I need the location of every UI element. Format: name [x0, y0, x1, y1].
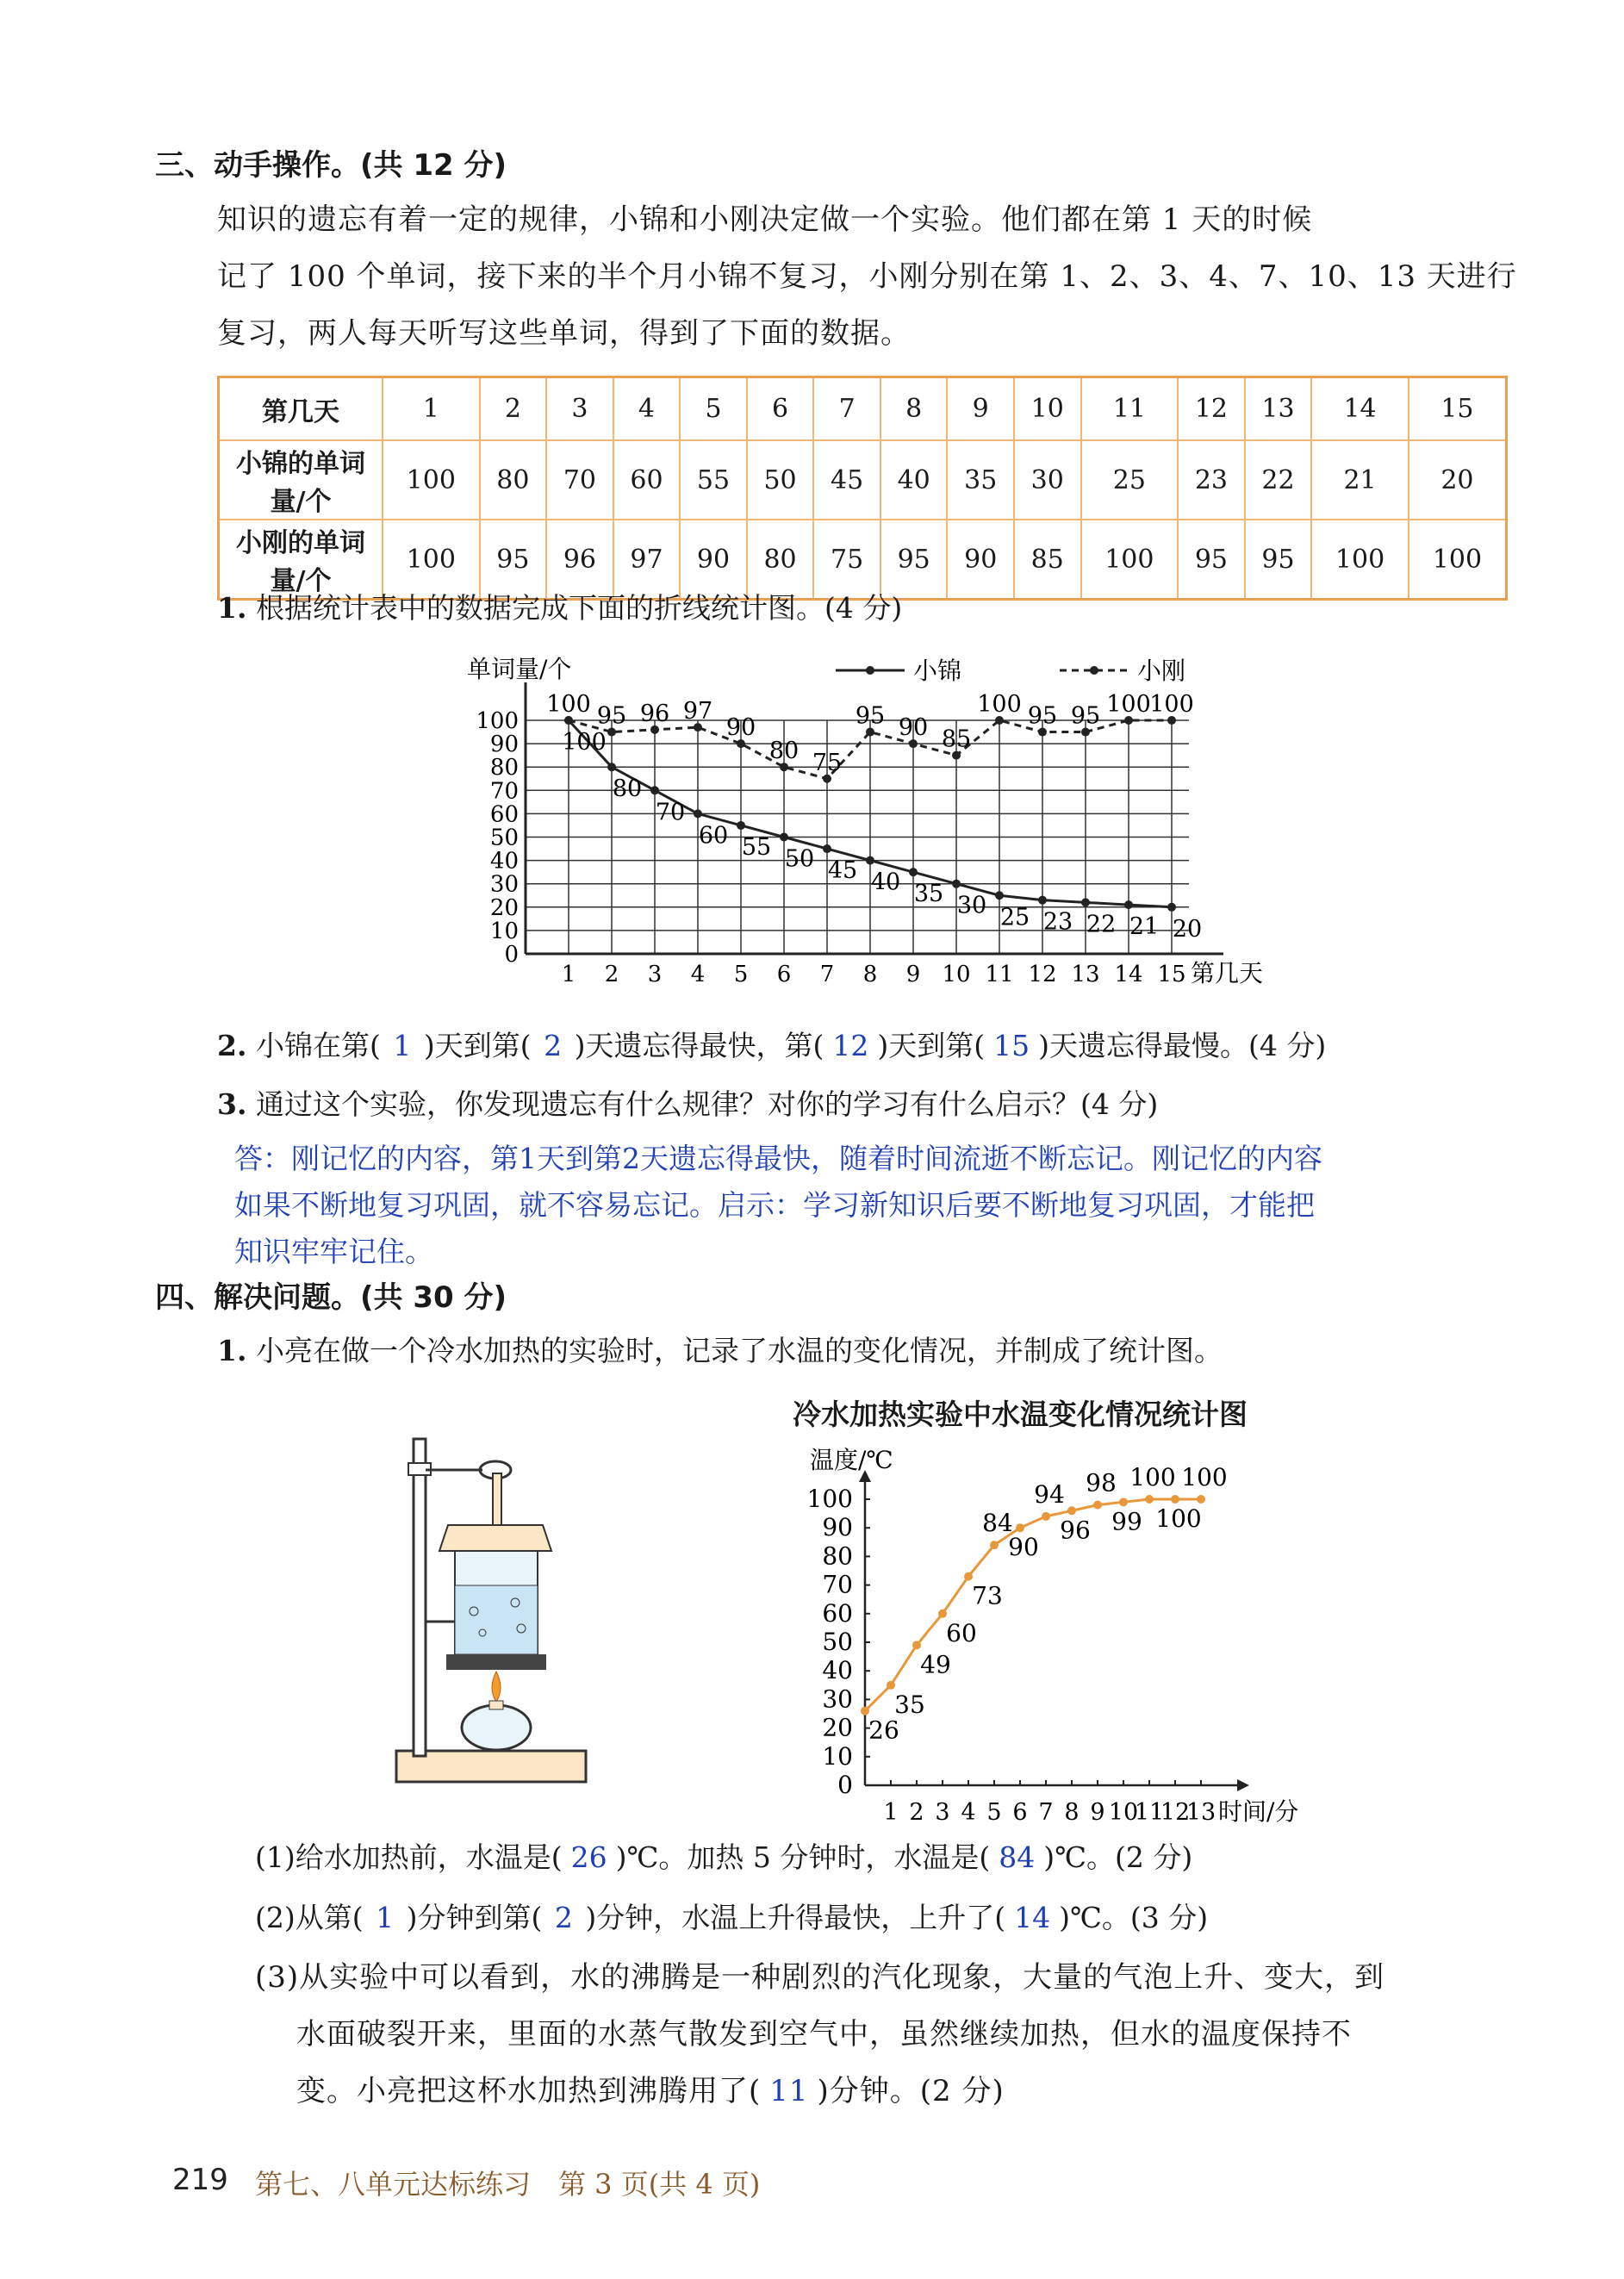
y-tick-label: 60 — [822, 1598, 853, 1628]
x-tick-label: 11 — [985, 962, 1014, 987]
table-cell: 30 — [1014, 440, 1081, 520]
x-tick-label: 7 — [819, 962, 835, 987]
s4-sub-3-line-2: 水面破裂开来，里面的水蒸气散发到空气中，虽然继续加热，但水的温度保持不 — [296, 2017, 1352, 2052]
x-tick-label: 12 — [1028, 962, 1057, 987]
section4-title: 四、解决问题。(共 30 分) — [155, 1280, 507, 1315]
s4-sub-2 — [255, 1901, 1208, 1935]
question-number: 1. — [217, 591, 247, 625]
data-label: 60 — [946, 1618, 977, 1647]
answer-blank[interactable]: 26 — [570, 1840, 607, 1874]
section3-title: 三、动手操作。(共 12 分) — [155, 148, 507, 183]
x-tick-label: 5 — [986, 1799, 1002, 1826]
data-point — [887, 1681, 895, 1690]
legend-label-xiaogang: 小刚 — [1137, 657, 1186, 685]
y-tick-label: 90 — [822, 1513, 853, 1542]
x-tick-label: 13 — [1185, 1799, 1216, 1826]
x-tick-label: 8 — [1064, 1799, 1080, 1826]
question-text: )分钟到第( — [406, 1901, 543, 1934]
data-point — [1145, 1495, 1154, 1504]
table-cell: 7 — [813, 377, 880, 441]
x-tick-label: 14 — [1114, 962, 1143, 987]
data-label: 70 — [655, 799, 686, 826]
data-label: 94 — [1034, 1479, 1065, 1509]
table-cell: 1 — [383, 377, 480, 441]
y-tick-label: 10 — [489, 918, 519, 944]
table-cell: 100 — [1409, 520, 1507, 600]
x-tick-label: 10 — [1108, 1799, 1139, 1826]
data-label: 90 — [898, 714, 929, 742]
data-point — [607, 763, 616, 771]
q3-answer-line-1: 答：刚记忆的内容，第1天到第2天遗忘得最快，随着时间流逝不断忘记。刚记忆的内容 — [234, 1142, 1322, 1175]
answer-blank[interactable]: 1 — [393, 1029, 412, 1062]
data-label: 22 — [1086, 911, 1117, 938]
answer-blank[interactable]: 2 — [554, 1901, 573, 1934]
data-point — [1167, 903, 1176, 912]
x-tick-label: 11 — [1134, 1799, 1165, 1826]
x-tick-label: 7 — [1038, 1799, 1054, 1826]
question-text: )分钟，水温上升得最快，上升了( — [585, 1901, 1006, 1934]
question-text: (1)给水加热前，水温是( — [255, 1840, 563, 1874]
question-number: 1. — [217, 1334, 247, 1367]
question-text: 小亮在做一个冷水加热的实验时，记录了水温的变化情况，并制成了统计图。 — [255, 1334, 1223, 1367]
table-cell: 10 — [1014, 377, 1081, 441]
x-tick-label: 5 — [733, 962, 749, 987]
s4-sub-3-line-1: (3)从实验中可以看到，水的沸腾是一种剧烈的汽化现象，大量的气泡上升、变大，到 — [255, 1960, 1385, 1995]
table-cell: 8 — [880, 377, 948, 441]
data-label: 73 — [972, 1581, 1003, 1610]
data-label: 85 — [941, 725, 972, 753]
y-axis-label: 温度/℃ — [810, 1446, 893, 1474]
y-tick-label: 80 — [489, 755, 519, 781]
chart2-title: 冷水加热实验中水温变化情况统计图 — [793, 1398, 1248, 1431]
data-label: 96 — [639, 700, 670, 727]
data-label: 21 — [1129, 913, 1160, 941]
data-point — [1081, 898, 1090, 906]
data-label: 95 — [855, 702, 886, 730]
x-tick-label: 4 — [690, 962, 706, 987]
data-point — [861, 1707, 869, 1715]
data-label: 100 — [1129, 1463, 1176, 1491]
question-text: 通过这个实验，你发现遗忘有什么规律？对你的学习有什么启示？(4 分) — [255, 1087, 1159, 1121]
x-tick-label: 1 — [561, 962, 576, 987]
data-point — [737, 821, 745, 830]
y-tick-label: 70 — [822, 1570, 853, 1599]
x-tick-label: 4 — [961, 1799, 976, 1826]
table-row-label: 小锦的单词量/个 — [219, 440, 383, 520]
data-label: 25 — [999, 904, 1030, 931]
data-label: 100 — [1106, 691, 1151, 718]
data-label: 30 — [956, 892, 987, 919]
data-point — [823, 844, 831, 853]
series-line-water-temp — [865, 1499, 1201, 1711]
intro-line-3: 复习，两人每天听写这些单词，得到了下面的数据。 — [217, 316, 911, 351]
table-cell: 75 — [813, 520, 880, 600]
answer-blank[interactable]: 1 — [376, 1901, 395, 1934]
table-cell: 15 — [1409, 377, 1507, 441]
question-text: 变。小亮把这杯水加热到沸腾用了( — [296, 2074, 762, 2108]
answer-blank[interactable]: 84 — [999, 1840, 1036, 1874]
table-row-xiaojin — [219, 440, 1507, 520]
question-number: 3. — [217, 1087, 247, 1121]
x-tick-label: 6 — [776, 962, 792, 987]
answer-blank[interactable]: 15 — [993, 1029, 1030, 1062]
legend-label-xiaojin: 小锦 — [913, 657, 962, 685]
data-label: 35 — [894, 1690, 925, 1719]
x-tick-label: 9 — [905, 962, 921, 987]
s3-question-3 — [217, 1087, 1158, 1122]
data-label: 80 — [612, 775, 643, 803]
heating-apparatus-illustration — [379, 1422, 603, 1818]
table-cell: 55 — [680, 440, 747, 520]
data-point — [964, 1572, 973, 1581]
x-axis-label: 第几天 — [1191, 959, 1264, 987]
answer-blank[interactable]: 2 — [544, 1029, 563, 1062]
data-label: 84 — [982, 1509, 1013, 1538]
question-number: 2. — [217, 1029, 247, 1062]
table-cell: 2 — [480, 377, 547, 441]
y-tick-label: 80 — [822, 1541, 853, 1571]
table-cell: 22 — [1245, 440, 1312, 520]
table-cell: 95 — [1178, 520, 1245, 600]
data-point — [990, 1541, 999, 1549]
table-cell: 3 — [546, 377, 613, 441]
table-cell: 80 — [747, 520, 814, 600]
table-cell: 95 — [880, 520, 948, 600]
table-cell: 95 — [480, 520, 547, 600]
y-tick-label: 0 — [837, 1771, 853, 1799]
memory-table — [217, 376, 1508, 601]
memory-line-chart — [457, 648, 1310, 1001]
data-label: 49 — [920, 1650, 951, 1679]
table-cell: 12 — [1178, 377, 1245, 441]
data-label: 90 — [1008, 1533, 1039, 1562]
table-cell: 85 — [1014, 520, 1081, 600]
answer-blank[interactable]: 14 — [1014, 1901, 1051, 1934]
answer-blank[interactable]: 12 — [832, 1029, 869, 1062]
question-text: )天遗忘得最快，第( — [574, 1029, 824, 1062]
question-text: )℃。加热 5 分钟时，水温是( — [615, 1840, 991, 1874]
data-label: 20 — [1172, 915, 1203, 943]
data-point — [1119, 1498, 1128, 1506]
table-cell: 70 — [546, 440, 613, 520]
x-tick-label: 8 — [862, 962, 878, 987]
question-text: 根据统计表中的数据完成下面的折线统计图。(4 分) — [255, 591, 903, 625]
table-cell: 35 — [947, 440, 1014, 520]
intro-line-1: 知识的遗忘有着一定的规律，小锦和小刚决定做一个实验。他们都在第 1 天的时候 — [217, 202, 1313, 237]
table-cell: 5 — [680, 377, 747, 441]
data-label: 75 — [812, 749, 843, 776]
data-label: 97 — [682, 698, 713, 725]
table-cell: 90 — [680, 520, 747, 600]
data-point — [780, 833, 788, 842]
data-label: 35 — [913, 881, 944, 908]
y-tick-label: 90 — [489, 732, 519, 758]
table-cell: 100 — [1311, 520, 1409, 600]
table-cell: 40 — [880, 440, 948, 520]
x-tick-label: 3 — [647, 962, 663, 987]
y-tick-label: 100 — [806, 1485, 853, 1513]
data-label: 100 — [546, 691, 591, 718]
table-cell: 100 — [383, 440, 480, 520]
data-point — [1124, 900, 1133, 909]
y-tick-label: 0 — [504, 942, 519, 968]
s4-sub-3-line-3 — [296, 2063, 1005, 2120]
intro-line-2: 记了 100 个单词，接下来的半个月小锦不复习，小刚分别在第 1、2、3、4、7、10、13 天进行 — [217, 259, 1517, 294]
data-point — [1197, 1495, 1205, 1504]
x-tick-label: 2 — [604, 962, 619, 987]
q3-answer-line-3: 知识牢牢记住。 — [234, 1235, 433, 1268]
data-label: 60 — [698, 822, 729, 850]
data-point — [938, 1610, 947, 1618]
y-tick-label: 20 — [489, 894, 519, 921]
data-label: 40 — [870, 869, 901, 896]
data-label: 95 — [1070, 702, 1101, 730]
table-cell: 6 — [747, 377, 814, 441]
y-tick-label: 40 — [822, 1656, 853, 1685]
question-text: (2)从第( — [255, 1901, 364, 1934]
x-tick-label: 6 — [1012, 1799, 1028, 1826]
data-point — [909, 868, 918, 876]
table-cell: 100 — [383, 520, 480, 600]
s4-question-1 — [217, 1334, 1223, 1368]
data-label: 96 — [1060, 1516, 1091, 1545]
table-row-label: 第几天 — [219, 377, 383, 441]
data-label: 98 — [1086, 1468, 1117, 1498]
legend-marker — [1090, 666, 1098, 675]
water-temp-line-chart — [775, 1432, 1396, 1828]
x-tick-label: 12 — [1160, 1799, 1191, 1826]
data-label: 45 — [827, 857, 858, 885]
table-cell: 11 — [1081, 377, 1179, 441]
data-label: 90 — [725, 714, 756, 742]
data-label: 100 — [1149, 691, 1194, 718]
y-tick-label: 40 — [489, 848, 519, 875]
y-tick-label: 30 — [489, 871, 519, 898]
y-tick-label: 20 — [822, 1713, 853, 1742]
data-point — [1038, 896, 1047, 905]
x-tick-label: 3 — [935, 1799, 950, 1826]
page-number: 219 — [172, 2163, 228, 2197]
table-cell: 23 — [1178, 440, 1245, 520]
question-text: )℃。(3 分) — [1059, 1901, 1209, 1934]
table-cell: 90 — [947, 520, 1014, 600]
x-tick-label: 10 — [942, 962, 971, 987]
table-cell: 4 — [613, 377, 681, 441]
data-point — [1016, 1523, 1024, 1532]
table-row-xiaogang — [219, 520, 1507, 600]
table-cell: 96 — [546, 520, 613, 600]
data-point — [650, 786, 659, 794]
question-text: )分钟。(2 分) — [817, 2074, 1005, 2108]
data-point — [1171, 1495, 1179, 1504]
question-text: )天遗忘得最慢。(4 分) — [1038, 1029, 1327, 1062]
table-cell: 25 — [1081, 440, 1179, 520]
table-cell: 80 — [480, 440, 547, 520]
table-cell: 9 — [947, 377, 1014, 441]
y-tick-label: 50 — [489, 825, 519, 851]
table-cell: 20 — [1409, 440, 1507, 520]
table-cell: 60 — [613, 440, 681, 520]
data-point — [866, 856, 874, 865]
x-tick-label: 13 — [1071, 962, 1100, 987]
q3-answer-line-2: 如果不断地复习巩固，就不容易忘记。启示：学习新知识后要不断地复习巩固，才能把 — [234, 1188, 1315, 1222]
table-cell: 45 — [813, 440, 880, 520]
y-tick-label: 10 — [822, 1741, 853, 1771]
question-text: )天到第( — [877, 1029, 986, 1062]
x-tick-label: 2 — [909, 1799, 924, 1826]
data-label: 80 — [768, 738, 800, 765]
data-label: 23 — [1042, 908, 1073, 936]
y-tick-label: 70 — [489, 778, 519, 805]
data-point — [694, 809, 702, 818]
answer-blank[interactable]: 11 — [769, 2074, 809, 2108]
table-cell: 14 — [1311, 377, 1409, 441]
data-label: 55 — [741, 833, 772, 861]
table-cell: 13 — [1245, 377, 1312, 441]
data-label: 50 — [784, 845, 815, 873]
data-label: 95 — [1027, 702, 1058, 730]
legend-marker — [866, 666, 874, 675]
x-axis-label: 时间/分 — [1218, 1797, 1299, 1826]
data-label: 100 — [1155, 1504, 1202, 1533]
data-point — [1067, 1506, 1076, 1515]
table-cell: 50 — [747, 440, 814, 520]
data-point — [1093, 1501, 1102, 1510]
data-point — [912, 1641, 921, 1649]
s4-sub-1 — [255, 1840, 1192, 1875]
table-cell: 95 — [1245, 520, 1312, 600]
question-text: )℃。(2 分) — [1043, 1840, 1193, 1874]
data-point — [952, 880, 961, 888]
x-tick-label: 15 — [1157, 962, 1186, 987]
s3-question-1 — [217, 591, 902, 626]
footer-label: 第七、八单元达标练习 第 3 页(共 4 页) — [255, 2168, 761, 2201]
data-point — [1042, 1512, 1050, 1521]
question-text: )天到第( — [423, 1029, 532, 1062]
x-tick-label: 1 — [883, 1799, 899, 1826]
data-label: 95 — [596, 702, 627, 730]
data-label: 100 — [562, 729, 607, 756]
table-row-days — [219, 377, 1507, 441]
y-tick-label: 60 — [489, 801, 519, 828]
question-text: 小锦在第( — [255, 1029, 381, 1062]
table-cell: 100 — [1081, 520, 1179, 600]
s3-question-2 — [217, 1029, 1326, 1063]
y-tick-label: 30 — [822, 1684, 853, 1714]
data-label: 99 — [1111, 1507, 1142, 1536]
data-label: 26 — [868, 1715, 899, 1745]
table-cell: 97 — [613, 520, 681, 600]
y-axis-label: 单词量/个 — [467, 655, 572, 683]
data-label: 100 — [1181, 1463, 1228, 1491]
y-tick-label: 100 — [476, 708, 519, 734]
x-axis-arrow — [1237, 1779, 1249, 1791]
x-tick-label: 9 — [1090, 1799, 1105, 1826]
table-cell: 21 — [1311, 440, 1409, 520]
data-label: 100 — [977, 691, 1022, 718]
y-tick-label: 50 — [822, 1628, 853, 1656]
data-point — [995, 891, 1004, 900]
table-row-label: 小刚的单词量/个 — [219, 520, 383, 600]
